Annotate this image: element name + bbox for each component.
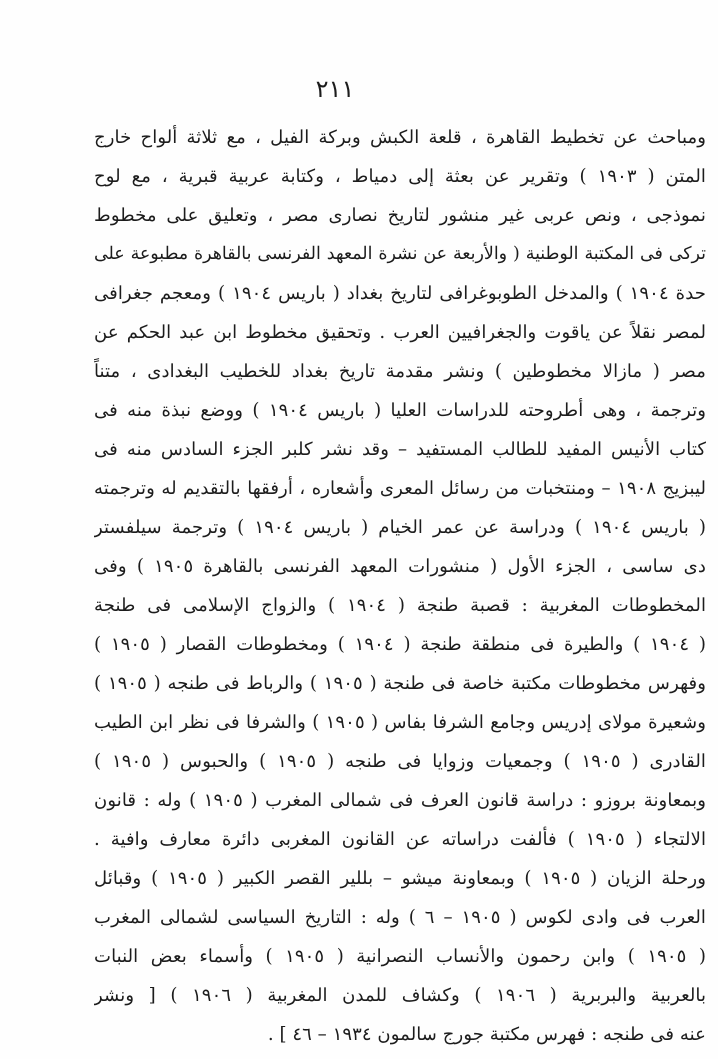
text-line: دى ساسى ، الجزء الأول ( منشورات المعهد الفرنسى بالقاهرة ١٩٠٥ ) وفى	[94, 556, 706, 577]
text-line: تركى فى المكتبة الوطنية ( والأربعة عن نشرة المعهد الفرنسى بالقاهرة مطبوعة على	[94, 244, 706, 264]
text-line: بالعربية والبربرية ( ١٩٠٦ ) وكشاف للمدن المغربية ( ١٩٠٦ ) [ ونشر	[94, 985, 706, 1006]
text-line: ( ١٩٠٥ ) وابن رحمون والأنساب النصرانية ( ١٩٠٥ ) وأسماء بعض النبات	[94, 946, 706, 967]
page-number: ٢١١	[315, 75, 355, 103]
text-line: القادرى ( ١٩٠٥ ) وجمعيات وزوايا فى طنجه ( ١٩٠٥ ) والحبوس ( ١٩٠٥ )	[94, 751, 706, 772]
text-line: ورحلة الزيان ( ١٩٠٥ ) وبمعاونة ميشو – بللير القصر الكبير ( ١٩٠٥ ) وقبائل	[94, 868, 706, 889]
text-line: مصر ( مازالا مخطوطين ) ونشر مقدمة تاريخ بغداد للخطيب البغدادى ، متناً	[94, 361, 706, 382]
text-line: ( ١٩٠٤ ) والطيرة فى منطقة طنجة ( ١٩٠٤ ) ومخطوطات القصار ( ١٩٠٥ )	[94, 634, 706, 655]
text-line: كتاب الأنيس المفيد للطالب المستفيد – وقد نشر كلبر الجزء السادس منه فى	[94, 439, 706, 460]
text-line: نموذجى ، ونص عربى غير منشور لتاريخ نصارى مصر ، وتعليق على مخطوط	[94, 205, 706, 226]
text-line: ليبزيج ١٩٠٨ – ومنتخبات من رسائل المعرى وأشعاره ، أرفقها بالتقديم له وترجمته	[94, 478, 706, 499]
text-line-last: عنه فى طنجه : فهرس مكتبة جورج سالمون ١٩٣٤ – ٤٦ ] .	[267, 1024, 706, 1045]
text-line: المخطوطات المغربية : قصبة طنجة ( ١٩٠٤ ) والزواج الإسلامى فى طنجة	[94, 595, 706, 616]
text-line: وبمعاونة بروزو : دراسة قانون العرف فى شمالى المغرب ( ١٩٠٥ ) وله : قانون	[94, 790, 706, 811]
text-line: وترجمة ، وهى أطروحته للدراسات العليا ( باريس ١٩٠٤ ) ووضع نبذة منه فى	[94, 400, 706, 421]
text-line: حدة ١٩٠٤ ) والمدخل الطوبوغرافى لتاريخ بغداد ( باريس ١٩٠٤ ) ومعجم جغرافى	[94, 283, 706, 304]
body-text	[94, 118, 706, 1054]
text-line: لمصر نقلاً عن ياقوت والجغرافيين العرب . وتحقيق مخطوط ابن عبد الحكم عن	[94, 322, 706, 343]
text-line: الالتجاء ( ١٩٠٥ ) فألفت دراساته عن القانون المغربى دائرة معارف وافية .	[94, 829, 706, 850]
text-line: العرب فى وادى لكوس ( ١٩٠٥ – ٦ ) وله : التاريخ السياسى لشمالى المغرب	[94, 907, 706, 928]
text-line: المتن ( ١٩٠٣ ) وتقرير عن بعثة إلى دمياط ، وكتابة عربية قبرية ، مع لوح	[94, 166, 706, 187]
text-line: ( باريس ١٩٠٤ ) ودراسة عن عمر الخيام ( باريس ١٩٠٤ ) وترجمة سيلفستر	[94, 517, 706, 538]
text-line: وفهرس مخطوطات مكتبة خاصة فى طنجة ( ١٩٠٥ ) والرباط فى طنجه ( ١٩٠٥ )	[94, 673, 706, 694]
text-line: وشعيرة مولاى إدريس وجامع الشرفا بفاس ( ١٩٠٥ ) والشرفا فى نظر ابن الطيب	[94, 712, 706, 733]
text-line: ومباحث عن تخطيط القاهرة ، قلعة الكبش وبركة الفيل ، مع ثلاثة ألواح خارج	[94, 127, 706, 148]
